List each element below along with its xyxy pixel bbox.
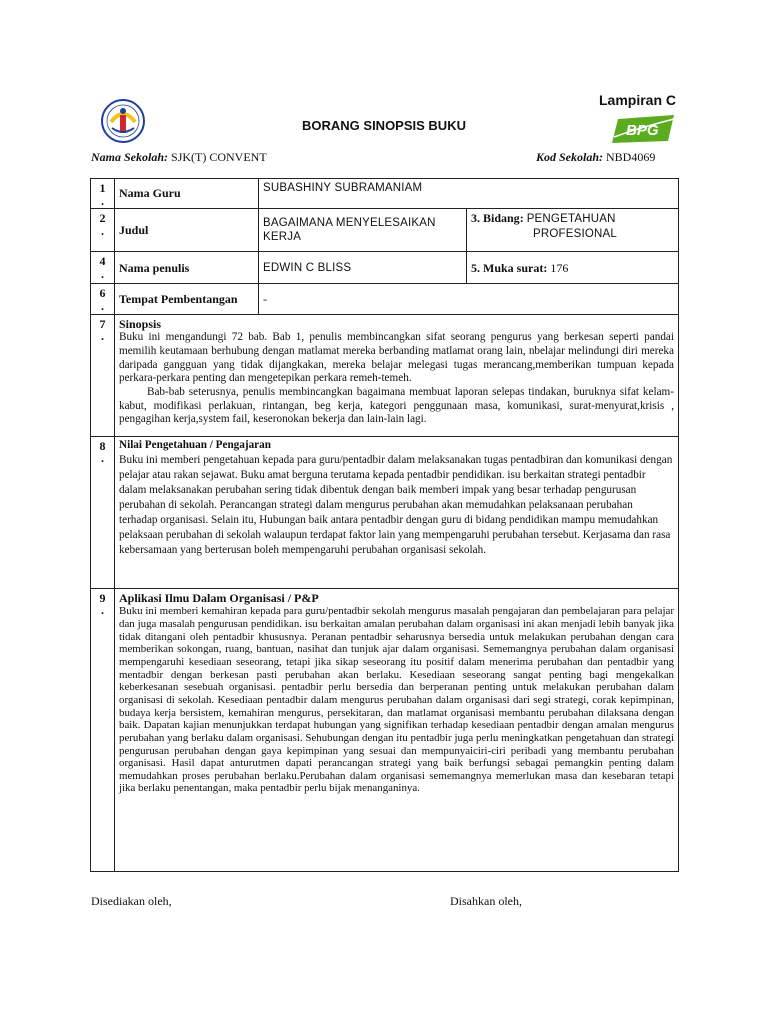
row-aplikasi [91,588,679,871]
row-tempat [91,284,679,314]
label-judul: Judul [115,209,259,252]
label-nama-guru: Nama Guru [115,179,259,209]
row-number: 1 . [91,179,115,209]
label-muka-surat: 5. Muka surat [471,260,544,275]
muka-surat-cell: 5. Muka surat: 176 [467,252,679,284]
row-nama-penulis [91,252,679,284]
row-number: 7 . [91,314,115,436]
row-nilai [91,436,679,588]
school-code-label: Kod Sekolah: [536,150,604,164]
synopsis-form-table [90,178,679,872]
row-judul [91,209,679,252]
aplikasi-paragraph: Buku ini memberi kemahiran kepada para guru/pentadbir sekolah mengurus masalah pengajaran dan pembelajaran para pelajar dan juga masalah pengurusan pendidikan. isu berkaitan amalan perubahan dalam organisasi ini akan menjadi lebih banyak jika tidak ditangani oleh pentadbir khususnya. Peranan pentadbir seharusnya bersedia untuk melakukan perubahan dengan cara memberikan sokongan, ruang, bantuan, nasihat dan tunjuk ajar dalam organisasi. Sememangnya perubahan dalam organisasi mempengaruhi kesediaan seseorang, tetapi jika sikap seseorang itu positif dalam menerima perubahan dan pentadbir yang mentadbir dengan berkesan pasti perubahan akan berlaku. Kesediaan seseorang sangat penting bagi mengekalkan keberkesanan sesebuah organisasi. pentadbir perlu bersedia dan berperanan penting untuk melakukan perubahan dalam organisasi di sekolah. Kesediaan pentadbir dalam mengurus perubahan dalam organisasi dari segi strategi, corak kepimpinan, budaya kerja bersistem, kemahiran mengurus, persekitaran, dan matlamat organisasi membantu perubahan dilaksana dengan baik. Dapatan kajian menunjukkan terdapat hubungan yang signifikan terhadap kesediaan pentadbir dengan amalan mengurus perubahan yang berlaku dalam organisasi. Sehubungan dengan itu pentadbir juga perlu meningkatkan pengetahuan dan strategi pengurusan perubahan dengan gaya kepimpinan yang sesuai dan mempunyaiciri-ciri peribadi yang membantu perubahan organisasi. Hasil dapat anturutmen dapati perancangan strategi yang baik berfungsi sebagai pemangkin penting dalam memudahkan proses perubahan berlaku.Perubahan dalam organisasi sememangnya memerlukan masa dan kesebaran tetapi jika berlaku penentangan, maka pentadbir perlu bijak menanganinya. [119,605,674,795]
bidang-cell: 3. Bidang: PENGETAHUAN PROFESIONAL [467,209,679,252]
approved-by-label: Disahkan oleh, [450,894,522,908]
row-number: 6 . [91,284,115,314]
row-number: 2 . [91,209,115,252]
sinopsis-paragraph-2: Bab-bab seterusnya, penulis membincangkan bagaimana membuat laporan selepas tindakan, buruknya sifat kelam-kabut, modifikasi perlakuan, rintangan, beg kerja, kategori penggunaan masa, komunikasi, surat-menyurat,krisis , pengagihan kerja,system fail, keseronokan bekerja dan lain-lain lagi. [119,386,674,426]
value-muka-surat: 176 [550,260,569,275]
sinopsis-cell [115,314,679,436]
lampiran-label: Lampiran C [598,92,676,108]
school-name-label: Nama Sekolah: [91,150,169,164]
aplikasi-cell [115,588,679,871]
row-nama-guru [91,179,679,209]
school-name-value: SJK(T) CONVENT [171,150,267,164]
section-title-aplikasi: Aplikasi Ilmu Dalam Organisasi / P&P [119,590,319,605]
school-code-value: NBD4069 [606,150,656,164]
value-nama-penulis: EDWIN C BLISS [259,252,467,284]
value-nama-guru: SUBASHINY SUBRAMANIAM [259,179,679,209]
section-title-nilai: Nilai Pengetahuan / Pengajaran [119,438,271,451]
nilai-paragraph: Buku ini memberi pengetahuan kepada para guru/pentadbir dalam melaksanakan tugas pentadbiran dan komunikasi dengan pelajar atau rakan sejawat. Buku amat berguna terutama kepada pentadbir pendidikan. isu berkaitan strategi pentadbir dalam melaksanakan perubahan sering tidak dibentuk dengan baik memberi impak yang besar terhadap pengurusan perubahan di sekolah. Perancangan strategi dalam mengurus perubahan akan memudahkan pelaksanaan perubahan terhadap organisasi. Selain itu, Hubungan baik antara pentadbir dengan guru di bidang pendidikan mampu memudahkan pelaksaan perubahan di sekolah walaupun terdapat faktor lain yang mempengaruhi perubahan tersebut. Kerjasama dan rasa kebersamaan yang berterusan boleh mempengaruhi perubahan organisasi sekolah. [119,453,673,557]
row-number: 9 . [91,588,115,871]
prepared-by-label: Disediakan oleh, [91,894,172,908]
bpg-logo-text: BPG [626,122,659,139]
row-number: 8 . [91,436,115,588]
section-title-sinopsis: Sinopsis [119,316,162,331]
value-judul: BAGAIMANA MENYELESAIKAN KERJA [259,209,467,252]
row-sinopsis [91,314,679,436]
page-title: BORANG SINOPSIS BUKU [302,118,466,133]
school-code [536,150,655,165]
value-bidang: PENGETAHUAN [526,213,616,226]
label-nama-penulis: Nama penulis [115,252,259,284]
value-tempat: - [259,284,679,314]
label-bidang: 3. Bidang [471,211,520,226]
school-name [91,150,267,165]
value-bidang-line2: PROFESIONAL [533,228,617,241]
label-tempat: Tempat Pembentangan [115,284,259,314]
sinopsis-paragraph-1: Buku ini mengandungi 72 bab. Bab 1, penulis membincangkan sifat seorang pengurus yang berkesan seperti pandai memilih keutamaan berhubung dengan matlamat mereka berbanding matlamat orang lain, nbelajar melindungi diri mereka daripada gangguan yang tidak dijangkakan, mereka belajar melegasi tugas merancang,memberikan tumpuan kepada perkara-perkara penting dan mengetepikan perkara remeh-temeh. [119,331,674,385]
nilai-cell [115,436,679,588]
row-number: 4 . [91,252,115,284]
